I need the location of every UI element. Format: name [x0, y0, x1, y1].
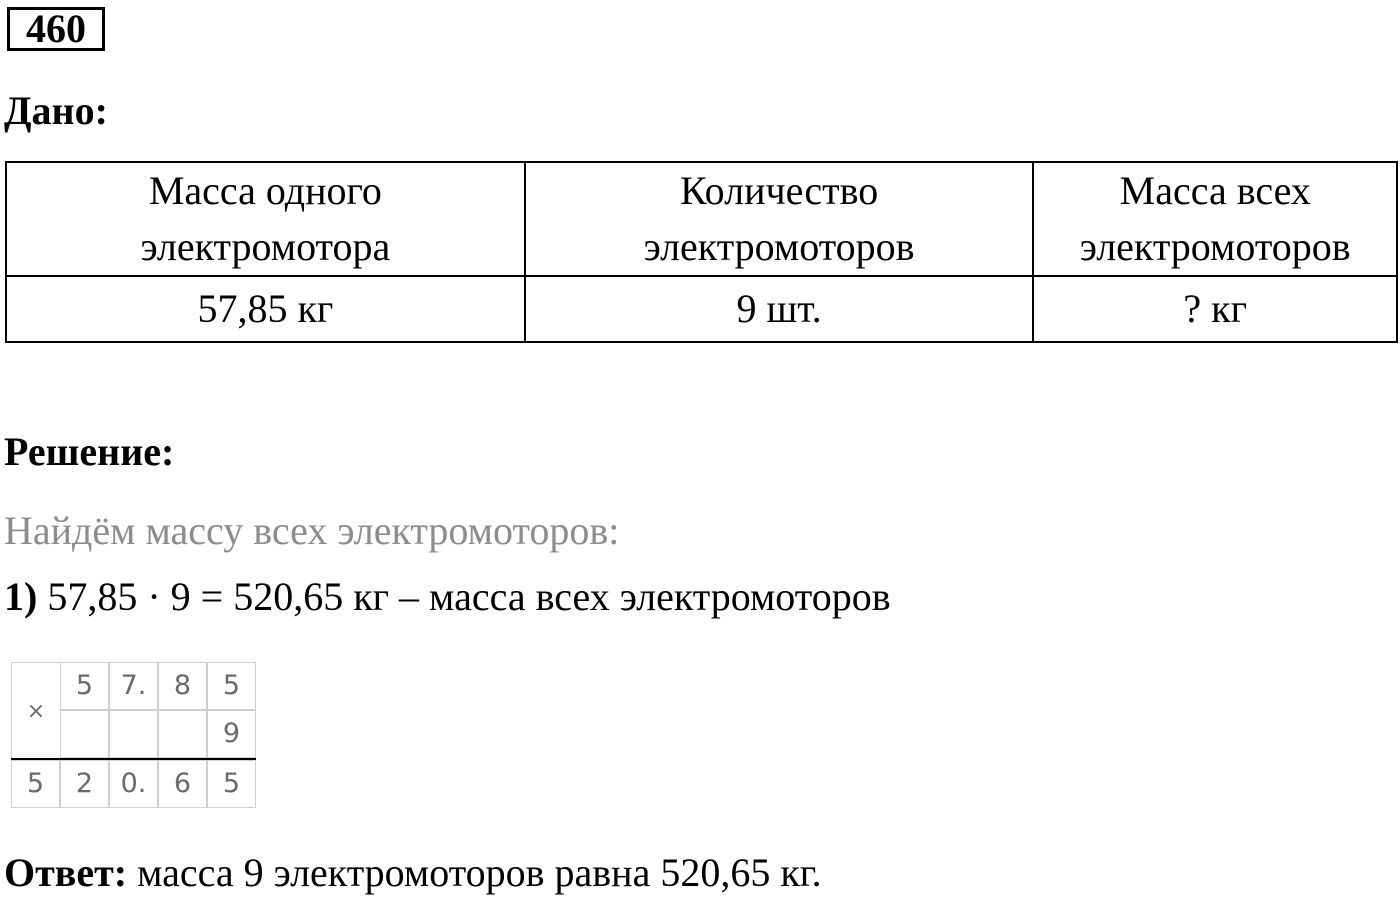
result-digit: 6	[158, 760, 207, 808]
column-multiplication	[11, 662, 256, 808]
value-cell-mass-all: ? кг	[1033, 276, 1397, 342]
step-text: 57,85 · 9 = 520,65 кг – масса всех электромоторов	[37, 574, 891, 619]
header-cell-mass-one	[6, 162, 525, 276]
solution-step-1	[4, 574, 891, 620]
header-cell-count	[525, 162, 1034, 276]
value-cell-mass-one: 57,85 кг	[6, 276, 525, 342]
multiplier-digit	[60, 710, 109, 758]
given-table-value-row	[6, 276, 1397, 342]
header-line: электромоторов	[643, 224, 915, 269]
multiplicand-digit: 8	[158, 662, 207, 710]
header-line: Масса всех	[1119, 168, 1311, 213]
header-cell-mass-all	[1033, 162, 1397, 276]
given-table	[5, 161, 1398, 343]
result-digit: 5	[207, 760, 256, 808]
result-digit: 5	[11, 760, 60, 808]
solution-heading: Решение:	[4, 429, 175, 474]
problem-number: 460	[7, 7, 105, 51]
multiply-sign: ×	[11, 662, 60, 759]
multiplicand-digit: 5	[60, 662, 109, 710]
given-table-header-row	[6, 162, 1397, 276]
result-digit: 0.	[109, 760, 158, 808]
result-digit: 2	[60, 760, 109, 808]
solution-intro: Найдём массу всех электромоторов:	[4, 508, 620, 553]
header-line: Масса одного	[148, 168, 382, 213]
header-line: Количество	[679, 168, 879, 213]
multiplier-digit	[109, 710, 158, 758]
header-line: электромотора	[140, 224, 391, 269]
step-number: 1)	[4, 574, 38, 619]
answer-label: Ответ:	[4, 850, 128, 895]
answer-text: масса 9 электромоторов равна 520,65 кг.	[127, 850, 822, 895]
multiplier-digit: 9	[207, 710, 256, 758]
multiplicand-digit: 5	[207, 662, 256, 710]
value-cell-count: 9 шт.	[525, 276, 1034, 342]
given-heading: Дано:	[4, 88, 108, 133]
answer	[4, 850, 822, 896]
multiplier-digit	[158, 710, 207, 758]
multiplicand-digit: 7.	[109, 662, 158, 710]
header-line: электромоторов	[1079, 224, 1351, 269]
